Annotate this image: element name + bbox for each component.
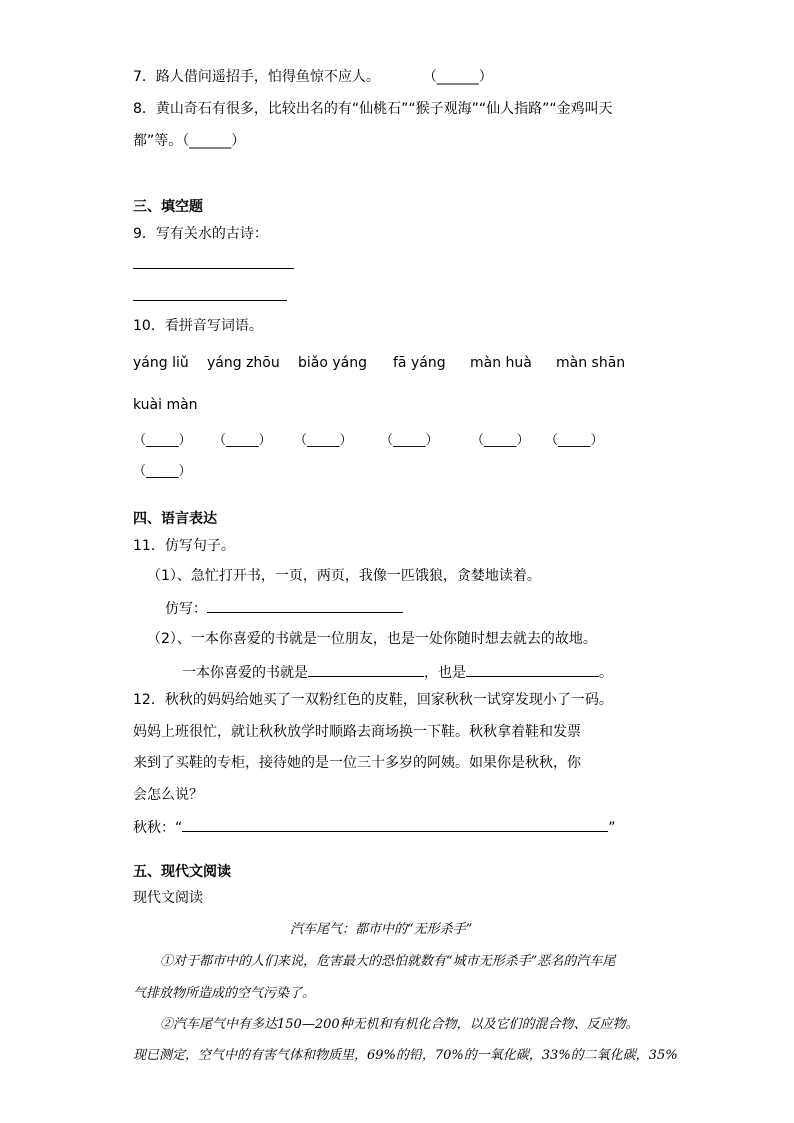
article-paragraph-2-line-2: 现已测定，空气中的有害气体和物质里，69%的铅，70%的一氧化碳，33%的二氧化碳，35% [133,1048,678,1063]
question-8-line-2: 都”等。（______） [133,133,246,149]
question-11-sentence-1: （1）、急忙打开书，一页，两页，我像一匹饿狼，贪婪地读着。 [147,568,541,584]
question-11-fill [182,662,613,682]
pinyin-item: fā yáng [393,355,446,371]
question-12-line-1: 12．秋秋的妈妈给她买了一双粉红色的皮鞋，回家秋秋一试穿发现小了一码。 [133,692,613,708]
fill-middle: ，也是 [424,665,466,681]
answer-line[interactable] [308,662,424,677]
pinyin-item: màn shān [556,355,626,371]
imitation-label-text: 仿写： [165,601,207,617]
pinyin-item: màn huà [470,355,532,371]
answer-blank[interactable]: （_____） [133,433,192,448]
question-12-line-3: 来到了买鞋的专柜，接待她的是一位三十多岁的阿姨。如果你是秋秋，你 [133,755,581,771]
question-10: 10．看拼音写词语。 [133,318,263,334]
answer-close-quote: ” [608,820,616,836]
answer-blank[interactable]: （_____） [471,433,530,448]
article-title: 汽车尾气：都市中的“无形杀手” [290,922,473,937]
question-11: 11．仿写句子。 [133,538,235,554]
question-9: 9．写有关水的古诗： [133,226,268,242]
pinyin-item: kuài màn [133,397,198,413]
fill-suffix: 。 [599,665,613,681]
question-11-sentence-2: （2）、一本你喜爱的书就是一位朋友，也是一处你随时想去就去的故地。 [147,631,597,647]
section-title-expression: 四、语言表达 [133,511,217,527]
answer-blank[interactable]: （_____） [294,433,353,448]
question-12-line-4: 会怎么说？ [133,787,203,803]
answer-line[interactable] [466,662,599,677]
answer-line[interactable] [133,268,294,269]
answer-label: 秋秋：“ [133,820,183,836]
pinyin-item: biǎo yáng [298,355,367,371]
fill-prefix: 一本你喜爱的书就是 [182,665,308,681]
answer-line[interactable] [133,300,287,301]
section-title-reading: 五、现代文阅读 [133,864,231,880]
question-12-answer [133,817,616,837]
question-8-line-1: 8．黄山奇石有很多，比较出名的有“仙桃石”“猴子观海”“仙人指路”“金鸡叫天 [133,101,613,117]
article-paragraph-1-line-1: ①对于都市中的人们来说，危害最大的恐怕就数有“城市无形杀手”恶名的汽车尾 [160,954,616,969]
question-12-line-2: 妈妈上班很忙，就让秋秋放学时顺路去商场换一下鞋。秋秋拿着鞋和发票 [133,724,581,740]
answer-blank[interactable]: （_____） [213,433,272,448]
answer-blank[interactable]: （_____） [545,433,604,448]
question-7-text: 7．路人借问遥招手，怕得鱼惊不应人。 [133,69,380,85]
answer-blank[interactable]: （______） [422,69,493,85]
pinyin-item: yáng liǔ [133,355,189,371]
answer-line[interactable] [182,817,608,832]
imitation-label [165,598,403,618]
answer-blank[interactable]: （_____） [380,433,439,448]
article-paragraph-1-line-2: 气排放物所造成的空气污染了。 [133,986,316,1001]
pinyin-item: yáng zhōu [207,355,280,371]
answer-blank[interactable]: （_____） [133,464,192,479]
question-7 [133,68,493,86]
answer-line[interactable] [207,598,403,613]
section-title-fill-in: 三、填空题 [133,199,203,215]
section-subtitle: 现代文阅读 [133,890,203,906]
article-paragraph-2-line-1: ②汽车尾气中有多达150—200种无机和有机化合物，以及它们的混合物、反应物。 [160,1017,639,1032]
